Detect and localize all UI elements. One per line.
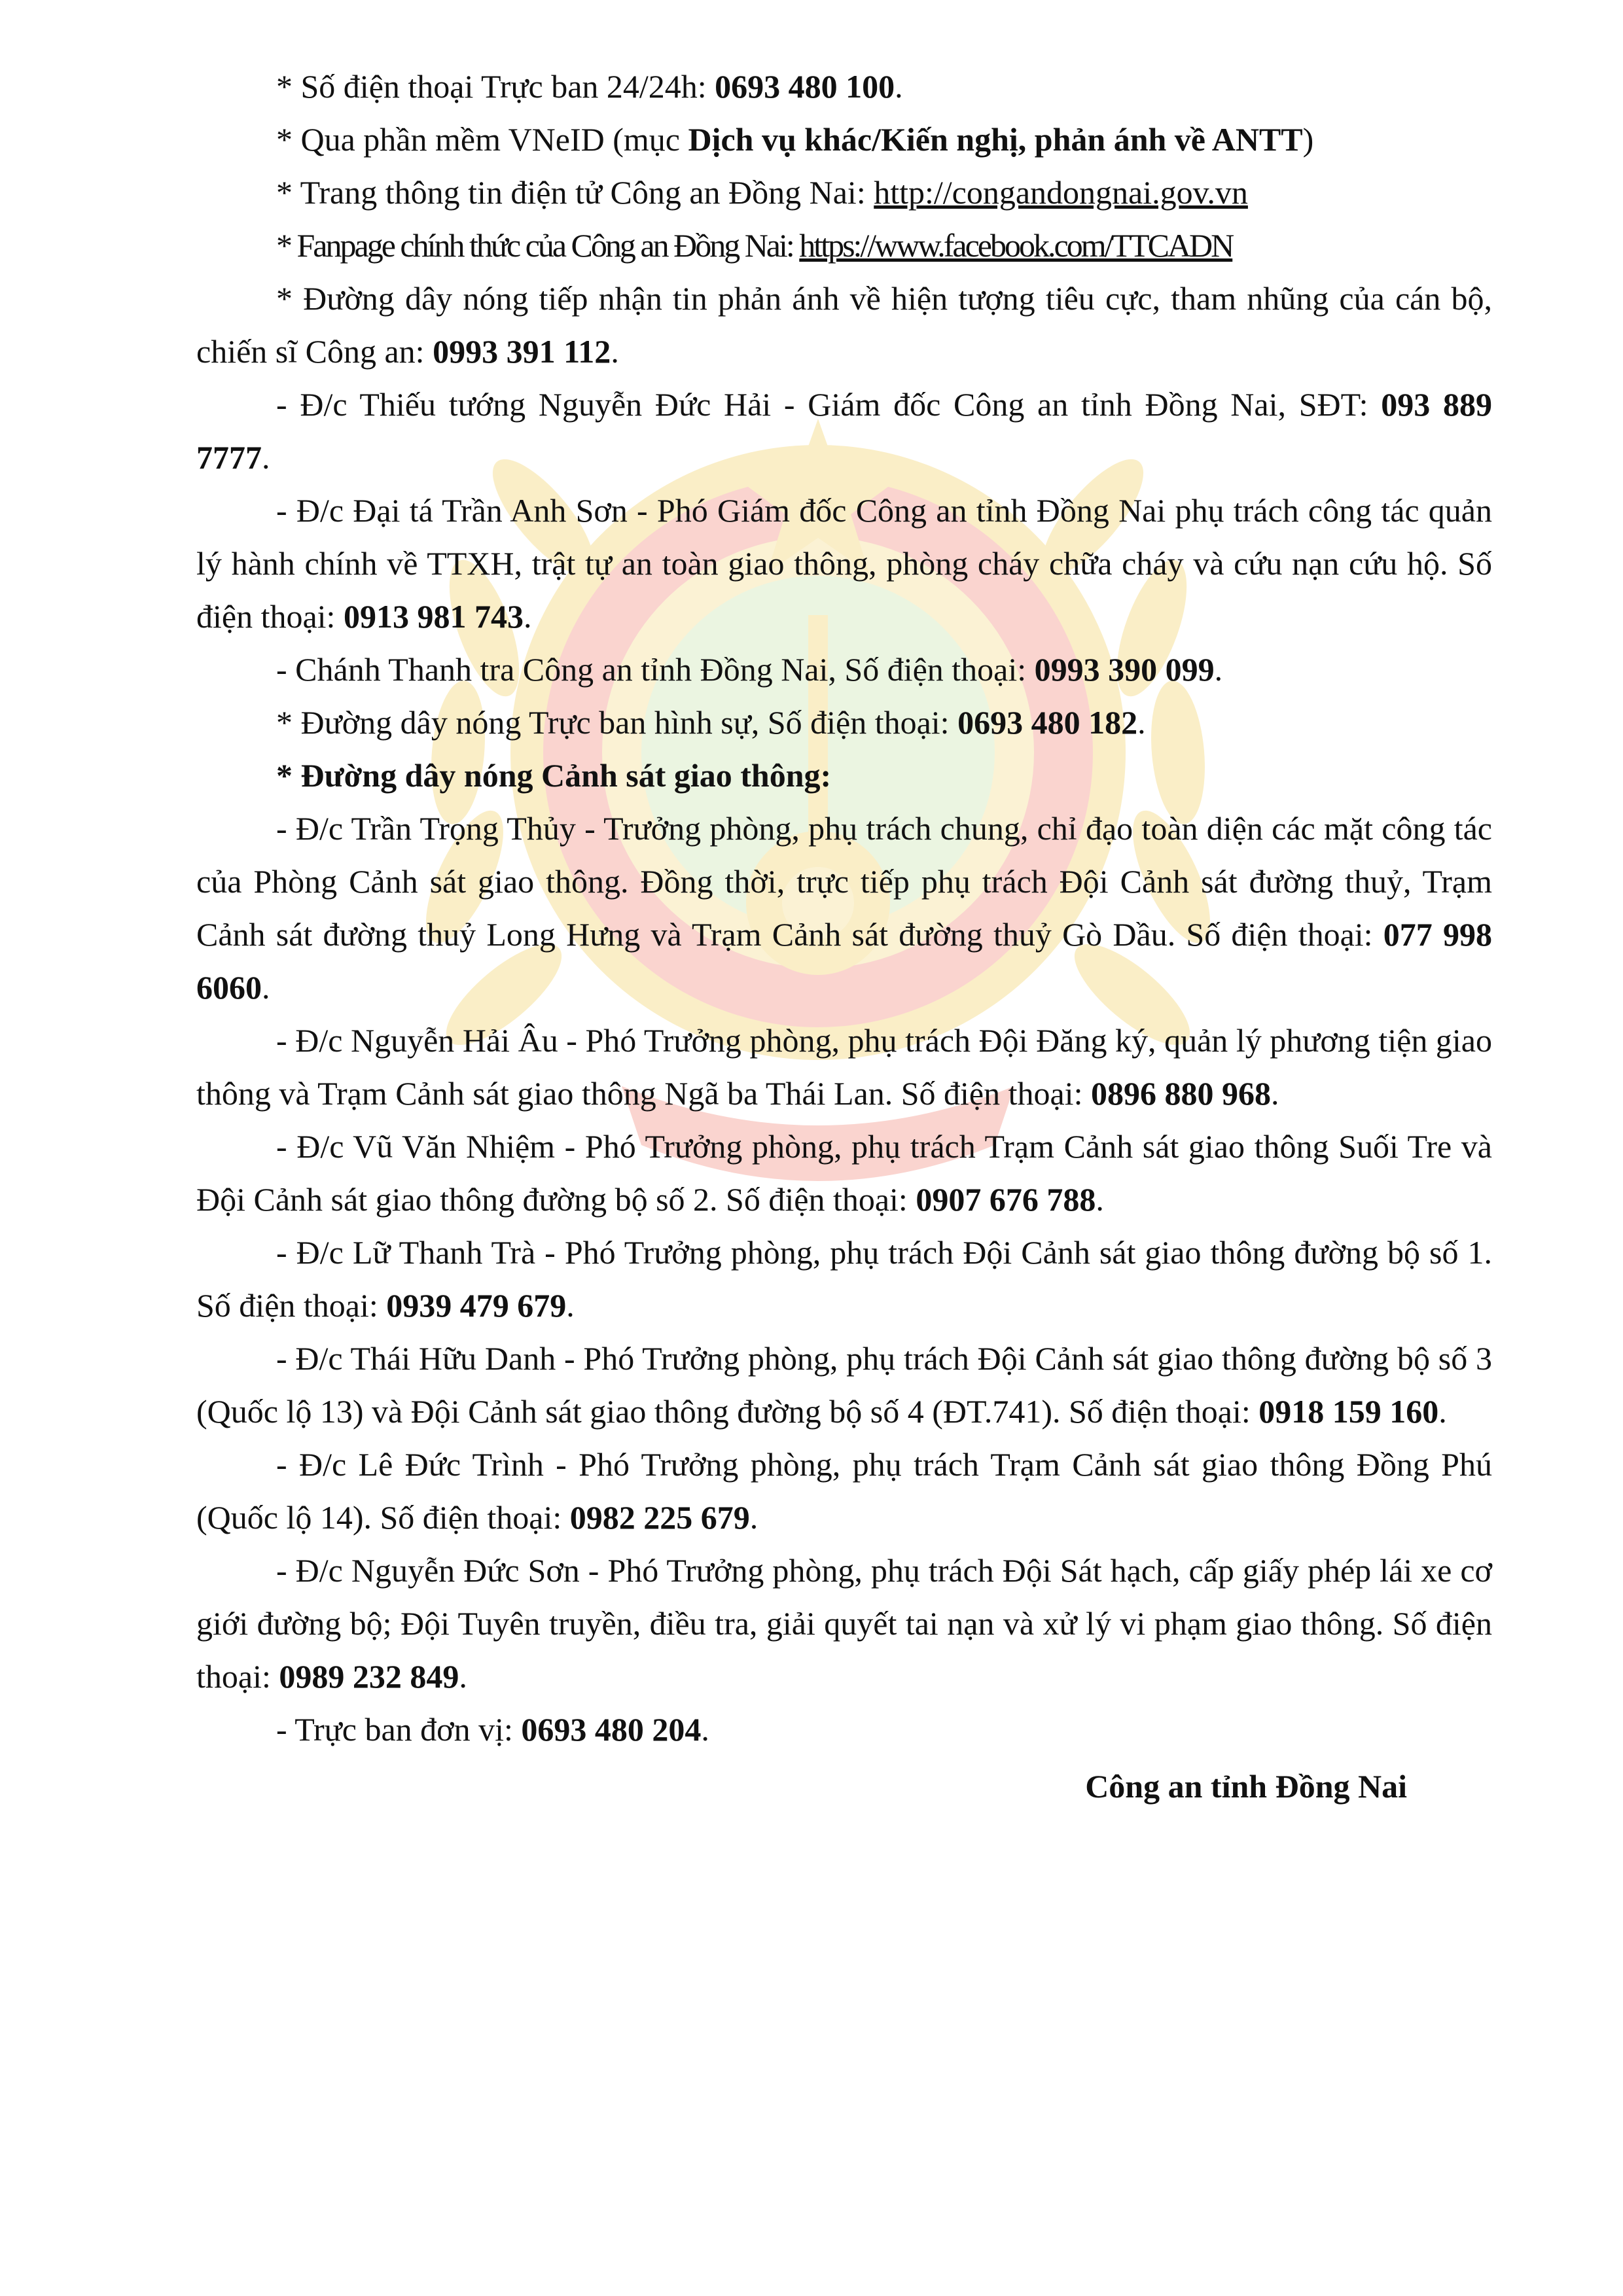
- bold-text: 0907 676 788: [916, 1181, 1096, 1218]
- text-run: - Trực ban đơn vị:: [276, 1711, 522, 1748]
- paragraph: [196, 1332, 1492, 1438]
- bold-text: * Đường dây nóng Cảnh sát giao thông:: [276, 757, 832, 794]
- text-run: - Đ/c Vũ Văn Nhiệm - Phó Trưởng phòng, phụ trách Trạm Cảnh sát giao thông Suối Tre và Đội Cảnh sát giao thông đường bộ số 2. Số điện thoại:: [196, 1128, 1492, 1218]
- text-run: .: [262, 969, 270, 1006]
- paragraph: [196, 166, 1492, 219]
- text-run: .: [566, 1287, 575, 1324]
- text-run: .: [459, 1658, 467, 1695]
- text-run: .: [1438, 1393, 1447, 1430]
- text-run: .: [749, 1499, 758, 1536]
- bold-text: 0693 480 182: [957, 704, 1138, 741]
- text-run: - Đ/c Nguyễn Hải Âu - Phó Trưởng phòng, phụ trách Đội Đăng ký, quản lý phương tiện giao thông và Trạm Cảnh sát giao thông Ngã ba Thái Lan. Số điện thoại:: [196, 1022, 1492, 1112]
- text-run: * Trang thông tin điện tử Công an Đồng Nai:: [276, 174, 874, 211]
- text-run: .: [1270, 1075, 1279, 1112]
- text-run: - Đ/c Nguyễn Đức Sơn - Phó Trưởng phòng, phụ trách Đội Sát hạch, cấp giấy phép lái xe cơ giới đường bộ; Đội Tuyên truyền, điều tra, giải quyết tai nạn và xử lý vi phạm giao thông. Số điện thoại:: [196, 1552, 1492, 1695]
- paragraph: [196, 643, 1492, 696]
- paragraph: [196, 60, 1492, 113]
- paragraph: [196, 484, 1492, 643]
- paragraph: [196, 219, 1492, 272]
- paragraph: [196, 1438, 1492, 1544]
- paragraph: [196, 696, 1492, 749]
- bold-text: 0982 225 679: [569, 1499, 750, 1536]
- bold-text: Dịch vụ khác/Kiến nghị, phản ánh về ANTT: [688, 121, 1303, 158]
- bold-text: 077 998 6060: [196, 916, 1493, 1006]
- paragraph: [196, 378, 1492, 484]
- text-run: - Đ/c Thiếu tướng Nguyễn Đức Hải - Giám đốc Công an tỉnh Đồng Nai, SĐT:: [276, 386, 1382, 423]
- paragraph: [196, 802, 1492, 1014]
- bold-text: 0989 232 849: [279, 1658, 459, 1695]
- paragraph: [196, 272, 1492, 378]
- text-run: ): [1302, 121, 1314, 158]
- document-body: [196, 60, 1492, 1813]
- text-run: - Đ/c Lữ Thanh Trà - Phó Trưởng phòng, phụ trách Đội Cảnh sát giao thông đường bộ số 1. Số điện thoại:: [196, 1234, 1492, 1324]
- text-run: .: [701, 1711, 709, 1748]
- bold-text: 0939 479 679: [386, 1287, 567, 1324]
- bold-text: 0993 390 099: [1034, 651, 1215, 688]
- paragraph: [196, 1120, 1492, 1226]
- bold-text: 093 889 7777: [196, 386, 1492, 476]
- bold-text: 0896 880 968: [1090, 1075, 1271, 1112]
- link[interactable]: http://congandongnai.gov.vn: [874, 174, 1248, 211]
- text-run: * Số điện thoại Trực ban 24/24h:: [276, 68, 715, 105]
- text-run: .: [611, 333, 619, 370]
- bold-text: 0913 981 743: [343, 598, 524, 635]
- paragraph: [196, 113, 1492, 166]
- text-run: * Fanpage chính thức của Công an Đồng Nai:: [276, 227, 800, 264]
- text-run: * Qua phần mềm VNeID (mục: [276, 121, 688, 158]
- text-run: .: [895, 68, 903, 105]
- paragraph: [196, 1014, 1492, 1120]
- link[interactable]: https://www.facebook.com/TTCADN: [799, 227, 1233, 264]
- paragraph: [196, 1544, 1492, 1703]
- bold-text: 0993 391 112: [433, 333, 611, 370]
- text-run: .: [1214, 651, 1223, 688]
- paragraph: [196, 1226, 1492, 1332]
- paragraph: [196, 749, 1492, 802]
- text-run: .: [1137, 704, 1146, 741]
- bold-text: 0693 480 100: [715, 68, 895, 105]
- text-run: - Đ/c Đại tá Trần Anh Sơn - Phó Giám đốc Công an tỉnh Đồng Nai phụ trách công tác quản lý hành chính về TTXH, trật tự an toàn giao thông, phòng cháy chữa cháy và cứu nạn cứu hộ. Số điện thoại:: [196, 492, 1492, 635]
- text-run: - Chánh Thanh tra Công an tỉnh Đồng Nai, Số điện thoại:: [276, 651, 1035, 688]
- text-run: - Đ/c Thái Hữu Danh - Phó Trưởng phòng, phụ trách Đội Cảnh sát giao thông đường bộ số 3 (Quốc lộ 13) và Đội Cảnh sát giao thông đường bộ số 4 (ĐT.741). Số điện thoại:: [196, 1340, 1492, 1430]
- text-run: .: [523, 598, 532, 635]
- signature: Công an tỉnh Đồng Nai: [1085, 1768, 1407, 1805]
- text-run: .: [1096, 1181, 1104, 1218]
- bold-text: 0918 159 160: [1258, 1393, 1439, 1430]
- text-run: - Đ/c Trần Trọng Thủy - Trưởng phòng, phụ trách chung, chỉ đạo toàn diện các mặt công tác của Phòng Cảnh sát giao thông. Đồng thời, trực tiếp phụ trách Đội Cảnh sát đường thuỷ, Trạm Cảnh sát đường thuỷ Long Hưng và Trạm Cảnh sát đường thuỷ Gò Dầu. Số điện thoại:: [196, 810, 1492, 953]
- text-run: .: [262, 439, 270, 476]
- paragraph: [196, 1703, 1492, 1756]
- text-run: * Đường dây nóng Trực ban hình sự, Số điện thoại:: [276, 704, 958, 741]
- text-run: * Đường dây nóng tiếp nhận tin phản ánh về hiện tượng tiêu cực, tham nhũng của cán bộ, chiến sĩ Công an:: [196, 280, 1492, 370]
- text-run: - Đ/c Lê Đức Trình - Phó Trưởng phòng, phụ trách Trạm Cảnh sát giao thông Đồng Phú (Quốc lộ 14). Số điện thoại:: [196, 1446, 1492, 1536]
- bold-text: 0693 480 204: [521, 1711, 702, 1748]
